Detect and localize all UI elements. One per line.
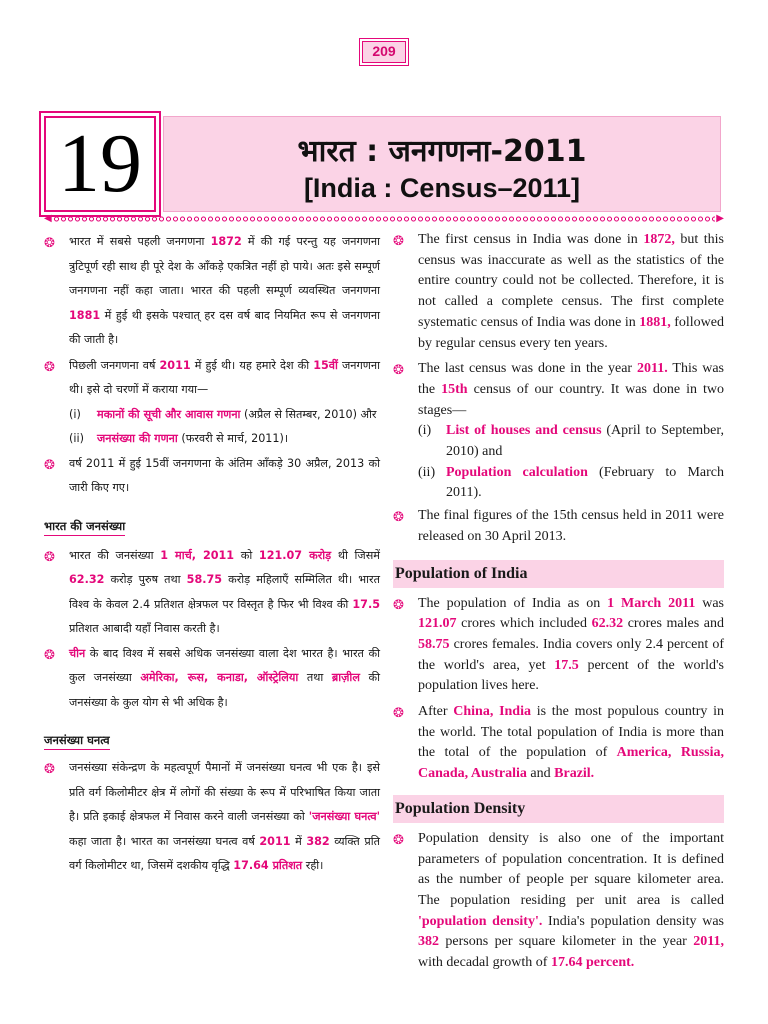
bullet-icon: ❂ — [44, 457, 55, 473]
bullet-icon: ❂ — [393, 832, 404, 848]
arrow-left-icon: ◀ — [44, 213, 52, 224]
english-paragraph-final-figures: ❂ The final figures of the 15th census held in 2011 were released on 30 April 2013. — [393, 508, 724, 544]
english-paragraph-population: ❂ The population of India as on 1 March 2011 was 121.07 crores which included 62.32 crores males and 58.75 crores females. India covers only 2.4 percent of the world's area, yet 17.5 percent of the world's population lives here. — [393, 595, 724, 694]
chapter-number-box — [44, 116, 156, 212]
bullet-icon: ❂ — [44, 762, 55, 777]
bullet-icon: ❂ — [44, 236, 55, 251]
hindi-column — [44, 230, 380, 879]
bullet-icon: ❂ — [393, 706, 404, 722]
chapter-title-hindi: भारत : जनगणना-2011 — [297, 134, 587, 169]
bullet-icon: ❂ — [44, 359, 55, 375]
english-stage-1: (i) List of houses and census (April to September, 2010) and — [418, 423, 724, 460]
bullet-icon: ❂ — [44, 549, 55, 565]
hindi-paragraph-final-figures: ❂ वर्ष 2011 में हुई 15वीं जनगणना के अंतिम आँकड़े 30 अप्रैल, 2013 को जारी किए गए। — [44, 452, 380, 501]
english-section-heading-population: Population of India — [393, 560, 724, 588]
english-stage-2: (ii) Population calculation (February to March 2011). — [418, 464, 724, 501]
bullet-icon: ❂ — [393, 363, 404, 379]
english-column — [393, 230, 724, 974]
english-paragraph-density: ❂ Population density is also one of the important parameters of population concentration. It is defined as the number of people per square kilometer area. The population residing per unit area is called 'population density'. India's population density was 382 persons per square kilometer in the year 2011, with decadal growth of 17.64 percent. — [393, 830, 724, 971]
chapter-number: 19 — [58, 117, 142, 210]
english-paragraph-populous: ❂ After China, India is the most populous country in the world. The total population of India is more than the total of the population of America, Russia, Canada, Australia and Brazil. — [393, 704, 724, 782]
hindi-paragraph-population: ❂ भारत की जनसंख्या 1 मार्च, 2011 को 121.07 करोड़ थी जिसमें 62.32 करोड़ पुरुष तथा 58.75 करोड़ महिलाएँ सम्मिलित थी। भारत विश्व के केवल 2.4 प्रतिशत क्षेत्रफल पर विस्तृत है फिर भी विश्व की 17.5 प्रतिशत आबादी यहाँ निवास करती है। — [44, 544, 380, 642]
hindi-paragraph-last-census: ❂ पिछली जनगणना वर्ष 2011 में हुई थी। यह हमारे देश की 15वीं जनगणना थी। इसे दो चरणों में कराया गया— (i) मकानों की सूची और आवास गणना (अप्रैल से सितम्बर, 2010) और (ii) जनसंख्या की गणना (फरवरी से मार्च, 2011)। — [44, 354, 380, 452]
bullet-icon: ❂ — [393, 510, 404, 526]
chapter-title-english: [India : Census–2011] — [303, 173, 581, 203]
hindi-paragraph-first-census: ❂ भारत में सबसे पहली जनगणना 1872 में की गई परन्तु यह जनगणना त्रुटिपूर्ण रही साथ ही पूरे देश के आँकड़े एकत्रित नहीं हो पाये। अतः इसे सम्पूर्ण जनगणना नहीं कहा जाता। भारत की पहली सम्पूर्ण व्यवस्थित जनगणना 1881 में हुई थी इसके पश्चात् हर दस वर्ष बाद नियमित रूप से जनगणना की जाती है। — [44, 230, 380, 353]
hindi-paragraph-density: ❂ जनसंख्या संकेन्द्रण के महत्वपूर्ण पैमानों में जनसंख्या घनत्व भी एक है। इसे प्रति वर्ग किलोमीटर क्षेत्र में लोगों की संख्या के रूप में परिभाषित किया जाता है। प्रति इकाई क्षेत्रफल में निवास करने वाली जनसंख्या को 'जनसंख्या घनत्व' कहा जाता है। भारत का जनसंख्या घनत्व वर्ष 2011 में 382 व्यक्ति प्रति वर्ग किलोमीटर था, जिसमें दशकीय वृद्धि 17.64 प्रतिशत रही। — [44, 756, 380, 879]
hindi-stage-2: (ii) जनसंख्या की गणना (फरवरी से मार्च, 2011)। — [69, 432, 289, 445]
hindi-stage-1: (i) मकानों की सूची और आवास गणना (अप्रैल से सितम्बर, 2010) और — [69, 407, 377, 421]
chain-divider-icon — [53, 216, 716, 222]
english-paragraph-first-census: ❂ The first census in India was done in 1872, but this census was inaccurate as well as the statistics of the entire country could not be collected. Therefore, it is not called a complete census. The first complete systematic census of India was done in 1881, followed by regular census every ten years. — [393, 232, 724, 351]
english-paragraph-last-census: ❂ The last census was done in the year 2011. This was the 15th census of our country. It was done in two stages— (i) List of houses and census (April to September, 2010) and (ii) Population calculation (February to March 2011). — [393, 359, 724, 504]
bullet-icon: ❂ — [393, 597, 404, 613]
hindi-section-heading-population: भारत की जनसंख्या — [44, 515, 380, 536]
page-number: 209 — [362, 41, 406, 63]
decorative-divider — [44, 214, 724, 224]
english-section-heading-density: Population Density — [393, 795, 724, 823]
hindi-paragraph-populous: ❂ चीन के बाद विश्व में सबसे अधिक जनसंख्या वाला देश भारत है। भारत की कुल जनसंख्या अमेरिका, रूस, कनाडा, ऑस्ट्रेलिया तथा ब्राज़ील की जनसंख्या के कुल योग से भी अधिक है। — [44, 642, 380, 716]
chapter-title-band — [163, 116, 721, 212]
arrow-right-icon: ▶ — [716, 213, 724, 224]
hindi-section-heading-density: जनसंख्या घनत्व — [44, 729, 380, 750]
bullet-icon: ❂ — [44, 647, 55, 663]
bullet-icon: ❂ — [393, 234, 404, 249]
